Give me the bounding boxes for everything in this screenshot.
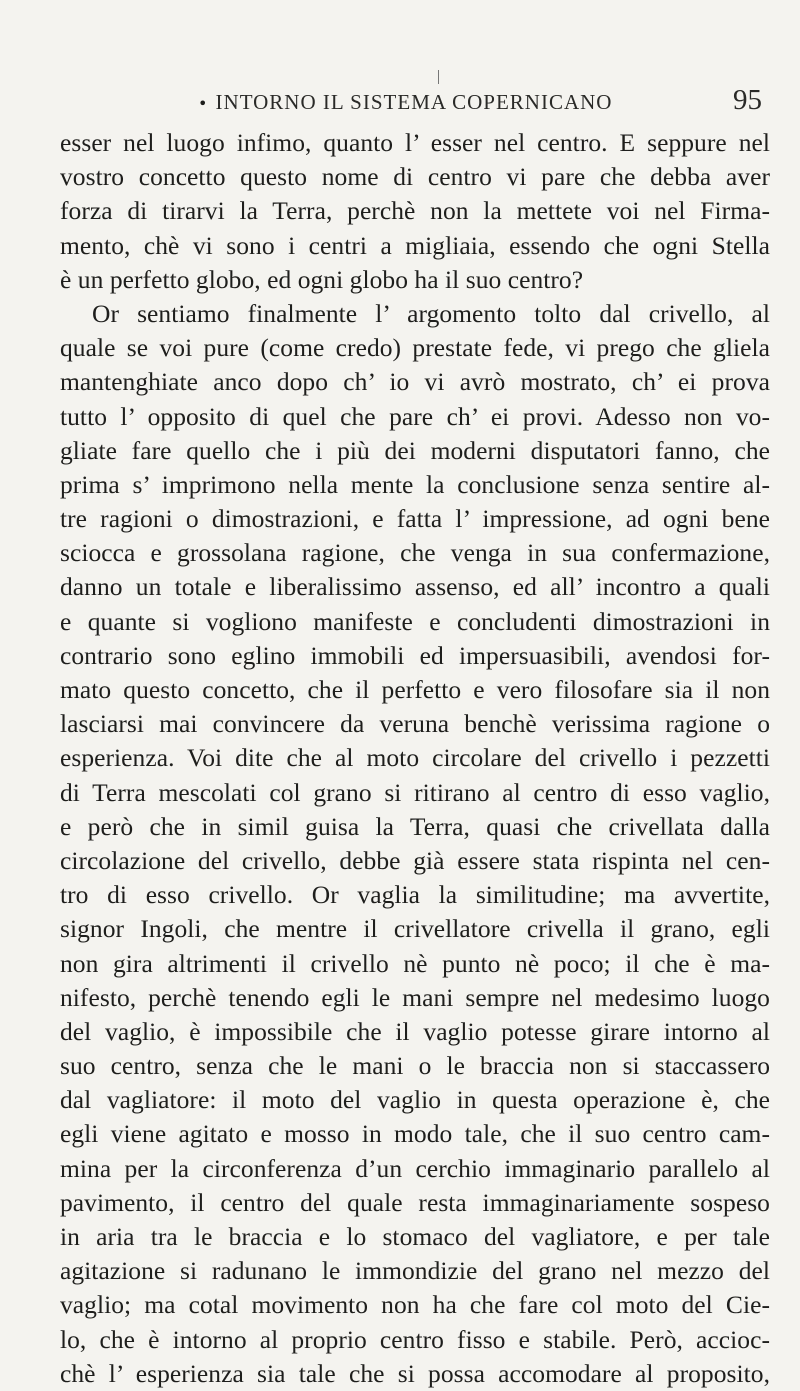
text-line: mantenghiate anco dopo ch’ io vi avrò mostrato, ch’ ei prova (60, 367, 770, 397)
text-line: pavimento, il centro del quale resta immaginariamente sospeso (60, 1187, 770, 1217)
text-line: tro di esso crivello. Or vaglia la similitudine; ma avvertite, (60, 880, 770, 910)
page-number: 95 (733, 84, 762, 116)
text-line: e però che in simil guisa la Terra, quasi che crivellata dalla (60, 811, 770, 841)
text-line: mato questo concetto, che il perfetto e vero filosofare sia il non (60, 675, 770, 704)
text-line: Or sentiamo finalmente l’ argomento tolto dal crivello, al (92, 298, 770, 328)
text-line: chè l’ esperienza sia tale che si possa accomodare al proposito, (60, 1358, 770, 1388)
text-line: forza di tirarvi la Terra, perchè non la mettete voi nel Firma- (60, 196, 770, 226)
text-line: mina per la circonferenza d’un cerchio immaginario parallelo al (60, 1153, 770, 1183)
text-line: tutto l’ opposito di quel che pare ch’ ei provi. Adesso non vo- (60, 401, 770, 431)
text-line: dal vagliatore: il moto del vaglio in questa operazione è, che (60, 1085, 770, 1115)
header-bullet: • (198, 94, 208, 113)
text-line: non gira altrimenti il crivello nè punto nè poco; il che è ma- (60, 948, 770, 978)
text-line: vaglio; ma cotal movimento non ha che fare col moto del Cie- (60, 1290, 770, 1320)
printer-mark (438, 70, 439, 84)
text-line: tre ragioni o dimostrazioni, e fatta l’ impressione, ad ogni bene (60, 504, 770, 534)
text-line: sciocca e grossolana ragione, che venga in sua confermazione, (60, 538, 770, 568)
text-line: signor Ingoli, che mentre il crivellatore crivella il grano, egli (60, 914, 770, 944)
running-head: INTORNO IL SISTEMA COPERNICANO (215, 90, 613, 114)
text-line: lo, che è intorno al proprio centro fisso e stabile. Però, accioc- (60, 1324, 770, 1354)
text-line: suo centro, senza che le mani o le braccia non si staccassero (60, 1051, 770, 1081)
text-line: agitazione si radunano le immondizie del grano nel mezzo del (60, 1256, 770, 1286)
text-line: circolazione del crivello, debbe già essere stata rispinta nel cen- (60, 845, 770, 875)
text-line: e quante si vogliono manifeste e concludenti dimostrazioni in (60, 606, 770, 636)
text-line: contrario sono eglino immobili ed impersuasibili, avendosi for- (60, 640, 770, 670)
text-line: in aria tra le braccia e lo stomaco del vagliatore, e per tale (60, 1222, 770, 1251)
text-line: gliate fare quello che i più dei moderni disputatori fanno, che (60, 435, 770, 465)
body-text (60, 126, 770, 1391)
text-line: quale se voi pure (come credo) prestate fede, vi prego che gliela (60, 333, 770, 363)
text-line: lasciarsi mai convincere da veruna benchè verissima ragione o (60, 709, 770, 739)
text-line: egli viene agitato e mosso in modo tale, che il suo centro cam- (60, 1119, 770, 1149)
text-line: mento, chè vi sono i centri a migliaia, essendo che ogni Stella (60, 230, 770, 260)
text-line: danno un totale e liberalissimo assenso, ed all’ incontro a quali (60, 572, 770, 602)
page-header (58, 84, 770, 118)
text-line: prima s’ imprimono nella mente la conclusione senza sentire al- (60, 469, 770, 499)
text-line: esperienza. Voi dite che al moto circolare del crivello i pezzetti (60, 743, 770, 773)
text-line: del vaglio, è impossibile che il vaglio potesse girare intorno al (60, 1016, 770, 1046)
text-line: vostro concetto questo nome di centro vi pare che debba aver (60, 162, 770, 192)
text-line: nifesto, perchè tenendo egli le mani sempre nel medesimo luogo (60, 982, 770, 1012)
text-line: di Terra mescolati col grano si ritirano al centro di esso vaglio, (60, 777, 770, 807)
text-line: è un perfetto globo, ed ogni globo ha il suo centro? (60, 264, 584, 294)
text-line: esser nel luogo infimo, quanto l’ esser nel centro. E seppure nel (60, 128, 770, 157)
